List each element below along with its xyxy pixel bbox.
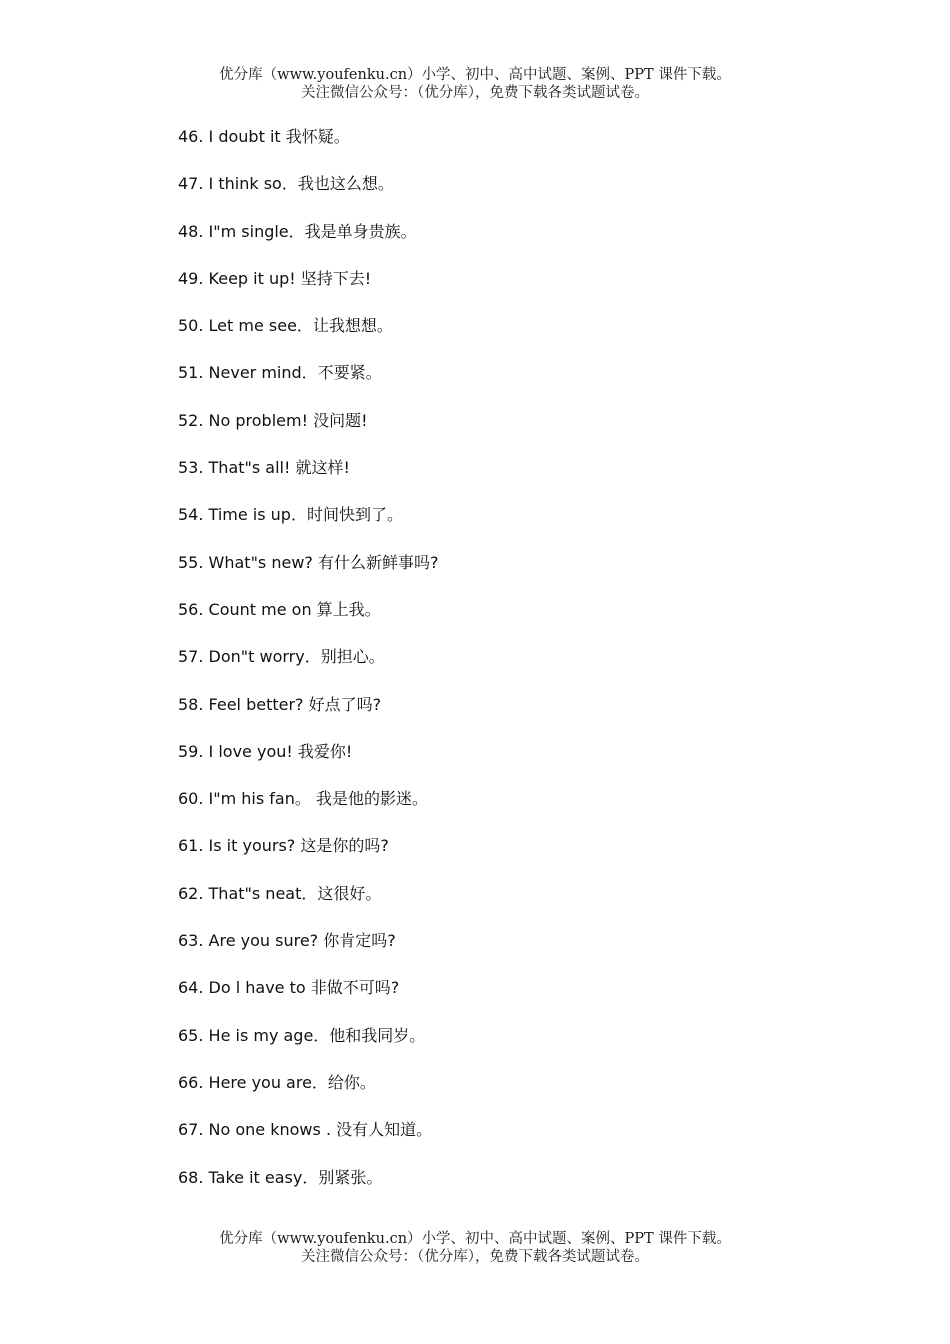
list-item: 57. Don"t worry．别担心。 [178,647,385,667]
header-line-2: 关注微信公众号：（优分库），免费下载各类试题试卷。 [301,85,649,101]
list-item: 64. Do l have to 非做不可吗? [178,978,400,998]
list-item: 47. I think so．我也这么想。 [178,174,394,194]
phrase-list [178,124,898,1212]
list-item: 62. That"s neat．这很好。 [178,883,382,903]
list-item: 65. He is my age．他和我同岁。 [178,1025,426,1045]
list-item: 53. That"s all! 就这样! [178,458,350,478]
list-item: 55. What"s new? 有什么新鲜事吗? [178,552,439,572]
footer-line-2: 关注微信公众号：（优分库），免费下载各类试题试卷。 [301,1249,649,1265]
list-item: 48. I"m single．我是单身贵族。 [178,221,417,241]
list-item: 60. I"m his fan。 我是他的影迷。 [178,789,428,809]
list-item: 58. Feel better? 好点了吗? [178,694,382,714]
list-item: 61. Is it yours? 这是你的吗? [178,836,389,856]
list-item: 52. No problem! 没问题! [178,410,368,430]
header-line-1: 优分库（www.youfenku.cn）小学、初中、高中试题、案例、PPT 课件下载。 [219,67,731,83]
list-item: 46. I doubt it 我怀疑。 [178,127,350,146]
list-item: 59. I love you! 我爱你! [178,741,353,761]
list-item: 54. Time is up．时间快到了。 [178,505,403,525]
page-footer [0,1230,950,1266]
list-item: 51. Never mind．不要紧。 [178,363,382,383]
list-item: 50. Let me see．让我想想。 [178,316,393,336]
footer-line-1: 优分库（www.youfenku.cn）小学、初中、高中试题、案例、PPT 课件下载。 [219,1231,731,1247]
list-item: 49. Keep it up! 坚持下去! [178,268,372,288]
list-item: 56. Count me on 算上我。 [178,599,381,619]
list-item: 67. No one knows . 没有人知道。 [178,1120,433,1140]
list-item: 63. Are you sure? 你肯定吗? [178,931,396,951]
page-header [0,66,950,102]
list-item: 68. Take it easy．别紧张。 [178,1167,383,1187]
list-item: 66. Here you are．给你。 [178,1072,376,1092]
